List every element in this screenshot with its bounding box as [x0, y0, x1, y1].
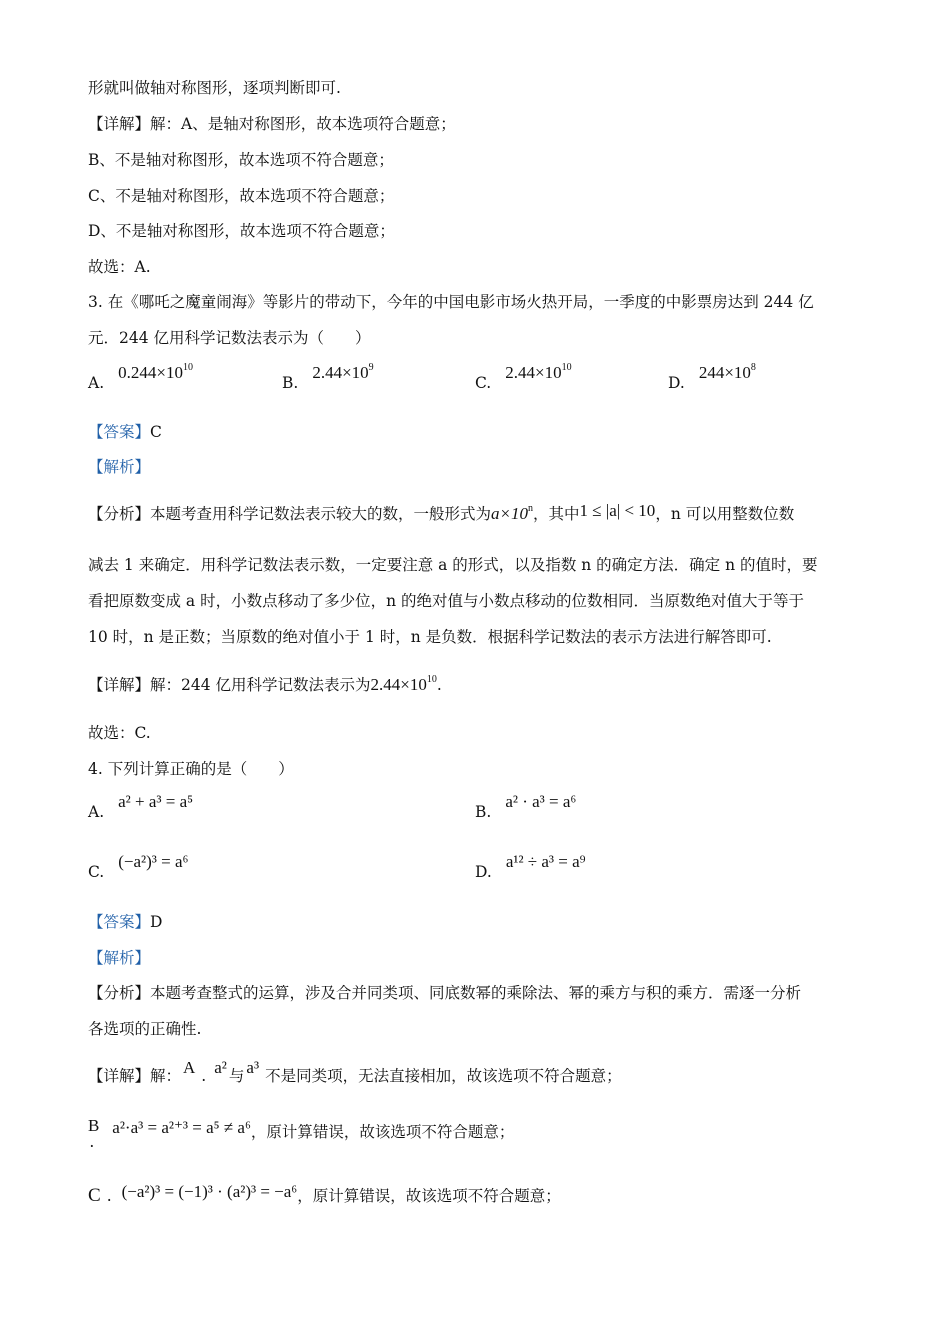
q3-answer: [88, 420, 162, 442]
option-formula: a¹² ÷ a³ = a⁹: [505, 852, 586, 871]
option-formula: $244\times 10^8$: [698, 362, 756, 382]
option-label: C.: [475, 374, 492, 392]
detail-b-formula: a²·a³ = a²⁺³ = a⁵ ≠ a⁶: [112, 1118, 251, 1137]
prev-continuation: 形就叫做轴对称图形，逐项判断即可.: [88, 79, 341, 97]
q4-analysis-tag: 【解析】: [88, 949, 151, 967]
q4-fenxi-line2: 各选项的正确性.: [88, 1020, 202, 1038]
q3-option-b[interactable]: [282, 362, 374, 393]
q3-fenxi-line4: 10 时，n 是正数；当原数的绝对值小于 1 时，n 是负数．根据科学记数法的表示方法进行解答即可.: [88, 628, 772, 646]
option-label: B.: [282, 374, 299, 392]
option-formula: $2.44\times 10^9$: [312, 362, 374, 382]
q3-option-a[interactable]: [88, 362, 193, 393]
q4-detail-b: B.a²·a³ = a²⁺³ = a⁵ ≠ a⁶，原计算错误，故该选项不符合题意；: [88, 1116, 515, 1151]
q4-option-b[interactable]: [475, 792, 577, 822]
option-formula: $2.44\times 10^{10}$: [505, 362, 572, 382]
q4-option-c[interactable]: [88, 852, 189, 882]
q4-detail-c: C . (−a²)³ = (−1)³ · (a²)³ = −a⁶，原计算错误，故该选项不符合题意；: [88, 1182, 561, 1206]
q3-fenxi-line3: 看把原数变成 a 时，小数点移动了多少位，n 的绝对值与小数点移动的位数相同．当原数绝对值大于等于: [88, 592, 805, 610]
q3-analysis-tag: 【解析】: [88, 458, 151, 476]
detail-c-formula: (−a²)³ = (−1)³ · (a²)³ = −a⁶: [121, 1182, 298, 1201]
option-label: A.: [88, 374, 105, 392]
q3-option-c[interactable]: [475, 362, 572, 393]
prev-option-c: C、不是轴对称图形，故本选项不符合题意；: [88, 187, 395, 205]
q4-stem: 4. 下列计算正确的是（ ）: [88, 760, 294, 778]
option-label: D.: [475, 863, 492, 881]
option-label: B.: [475, 803, 492, 821]
option-formula: (−a²)³ = a⁶: [118, 852, 189, 871]
answer-tag: 【答案】: [88, 913, 151, 931]
answer-tag: 【答案】: [88, 423, 151, 441]
fenxi-tag: 【分析】: [88, 505, 151, 523]
option-formula: a² · a³ = a⁶: [505, 792, 577, 811]
q4-detail-a: 【详解】解： A . a² 与 a³ 不是同类项，无法直接相加，故该选项不符合题意；: [88, 1058, 622, 1085]
prev-option-b: B、不是轴对称图形，故本选项不符合题意；: [88, 151, 394, 169]
prev-option-d: D、不是轴对称图形，故本选项不符合题意；: [88, 222, 395, 240]
answer-value: D: [150, 913, 163, 931]
q3-stem-line2: 元．244 亿用科学记数法表示为（ ）: [88, 329, 371, 347]
option-label: A.: [88, 803, 105, 821]
q4-option-d[interactable]: [475, 852, 586, 882]
prev-detail-line: 【详解】解：A、是轴对称图形，故本选项符合题意；: [88, 115, 456, 133]
q3-stem-line1: 3. 在《哪吒之魔童闹海》等影片的带动下，今年的中国电影市场火热开局，一季度的中影票房达到 244 亿: [88, 293, 814, 311]
q4-fenxi-line1: 【分析】本题考查整式的运算，涉及合并同类项、同底数幂的乘除法、幂的乘方与积的乘方．需逐一分析: [88, 984, 802, 1002]
fenxi-formula: $a\times 10^n$: [491, 503, 534, 523]
answer-value: C: [150, 423, 162, 441]
option-formula: a² + a³ = a⁵: [118, 792, 194, 811]
option-formula: $0.244\times 10^{10}$: [118, 362, 193, 382]
q3-choice: 故选：C.: [88, 724, 151, 742]
q3-fenxi-line1: 【分析】本题考查用科学记数法表示较大的数，一般形式为$a\times 10^n$，其中1 ≤ |a| < 10，n 可以用整数位数: [88, 501, 795, 523]
q3-option-d[interactable]: [668, 362, 756, 393]
q4-answer: [88, 910, 162, 932]
q3-detail: 【详解】解：244 亿用科学记数法表示为$2.44\times 10^{10}$.: [88, 674, 442, 694]
option-label: D.: [668, 374, 685, 392]
fenxi-range: 1 ≤ |a| < 10: [579, 501, 656, 520]
detail-formula: $2.44\times 10^{10}$: [370, 674, 437, 694]
q4-option-a[interactable]: [88, 792, 194, 822]
option-label: C.: [88, 863, 105, 881]
prev-choice: 故选：A.: [88, 258, 151, 276]
q3-fenxi-line2: 减去 1 来确定．用科学记数法表示数，一定要注意 a 的形式，以及指数 n 的确定方法．确定 n 的值时，要: [88, 556, 818, 574]
